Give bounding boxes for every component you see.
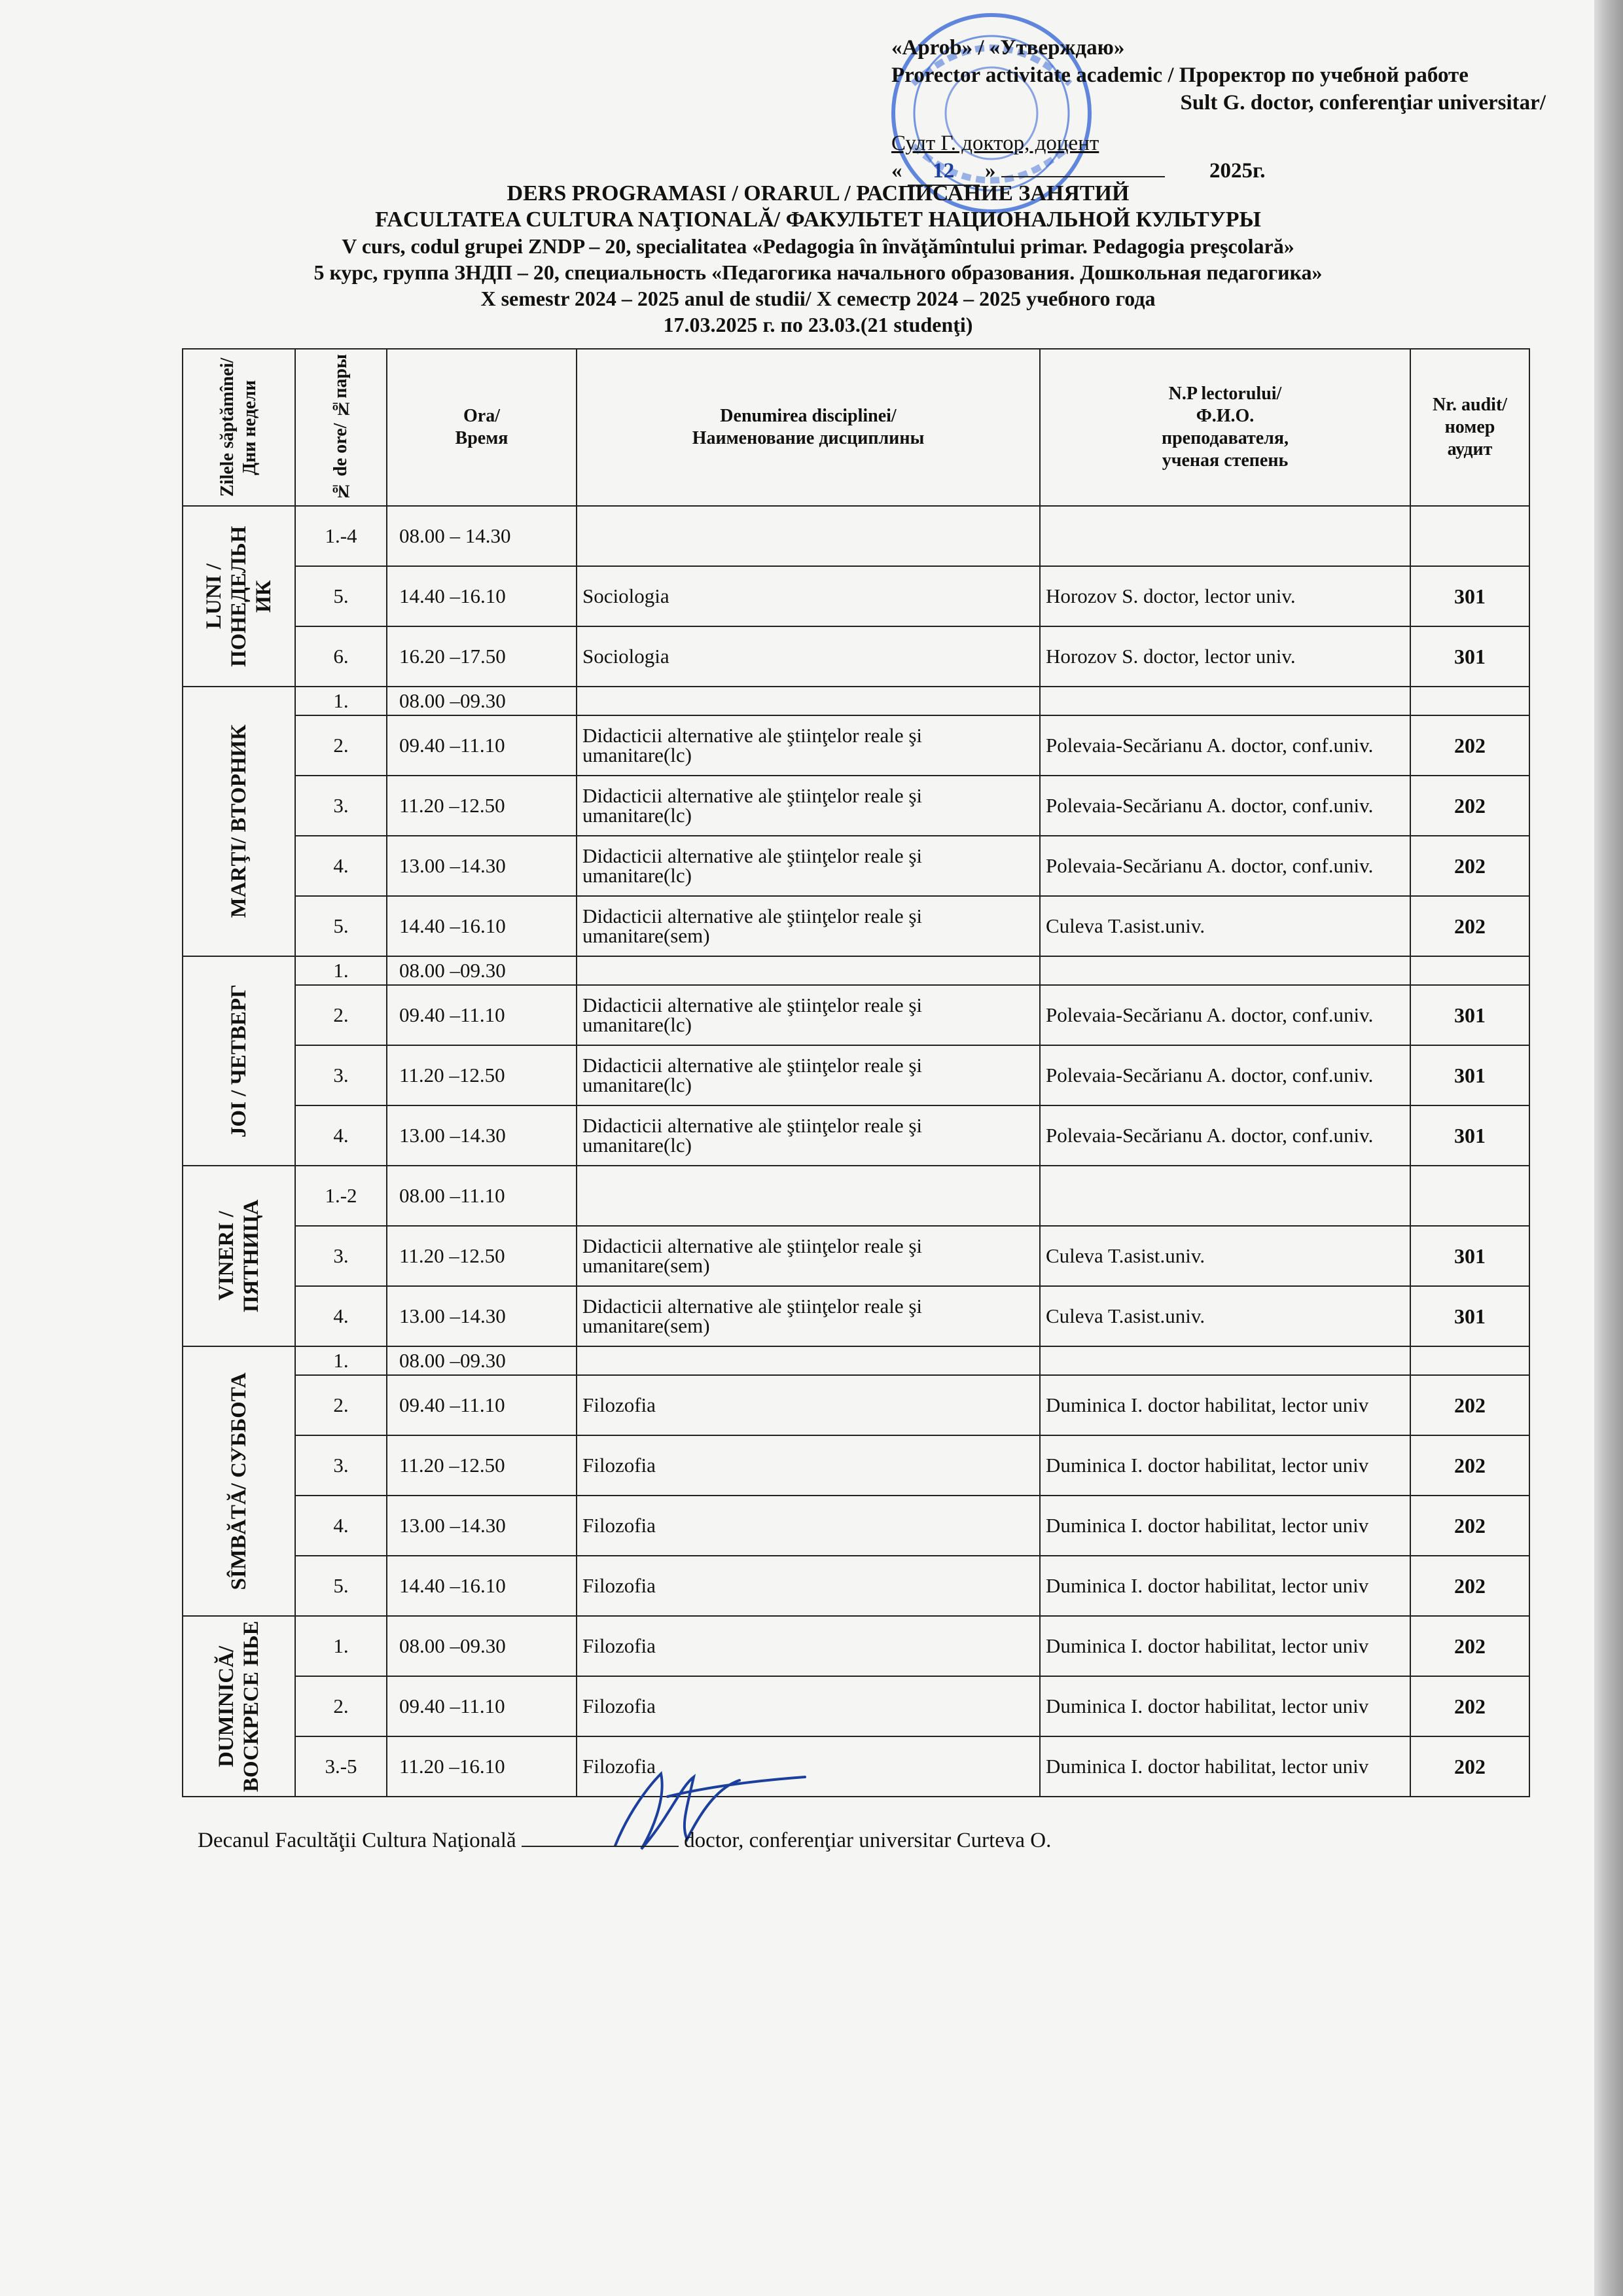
time-cell: 11.20 –12.50 [387, 1226, 577, 1286]
pair-number-cell: 3. [295, 776, 387, 836]
day-label: VINERI / ПЯТНИЦА [215, 1199, 263, 1313]
discipline-cell: Didacticii alternative ale ştiinţelor reale şi umanitare(sem) [577, 1286, 1040, 1346]
time-cell: 11.20 –12.50 [387, 776, 577, 836]
pair-number-cell: 1. [295, 956, 387, 985]
time-cell: 08.00 –09.30 [387, 1346, 577, 1375]
day-cell [183, 687, 295, 956]
room-cell: 202 [1410, 715, 1529, 776]
pair-number-cell: 4. [295, 1286, 387, 1346]
lecturer-cell: Horozov S. doctor, lector univ. [1040, 626, 1410, 687]
table-row [183, 1105, 1529, 1166]
time-cell: 09.40 –11.10 [387, 985, 577, 1045]
lecturer-cell: Polevaia-Secărianu A. doctor, conf.univ. [1040, 715, 1410, 776]
lecturer-cell: Duminica I. doctor habilitat, lector univ [1040, 1556, 1410, 1616]
discipline-cell: Didacticii alternative ale ştiinţelor reale şi umanitare(sem) [577, 896, 1040, 956]
header-lecturer: N.P lectorului/ Ф.И.О. преподавателя, ученая степень [1040, 349, 1410, 506]
time-cell: 09.40 –11.10 [387, 1375, 577, 1435]
day-label: LUNI / ПОНЕДЕЛЬН ИК [202, 526, 276, 667]
room-cell: 202 [1410, 836, 1529, 896]
time-cell: 08.00 – 14.30 [387, 506, 577, 566]
day-label: DUMINICĂ/ ВОСКРЕСЕ НЬЕ [215, 1621, 263, 1792]
time-cell: 08.00 –09.30 [387, 956, 577, 985]
room-cell [1410, 1166, 1529, 1226]
room-cell: 202 [1410, 896, 1529, 956]
period-line: 17.03.2025 г. по 23.03.(21 studenţi) [663, 313, 973, 336]
approval-block [883, 34, 1558, 186]
pair-number-cell: 4. [295, 1496, 387, 1556]
day-cell [183, 1616, 295, 1797]
pair-number-cell: 3. [295, 1045, 387, 1105]
header-discipline: Denumirea disciplinei/ Наименование дисциплины [577, 349, 1040, 506]
discipline-cell: Didacticii alternative ale ştiinţelor reale şi umanitare(sem) [577, 1226, 1040, 1286]
table-row [183, 1616, 1529, 1676]
room-cell: 202 [1410, 776, 1529, 836]
header-room: Nr. audit/ номер аудит [1410, 349, 1529, 506]
pair-number-cell: 1.-4 [295, 506, 387, 566]
discipline-cell: Sociologia [577, 626, 1040, 687]
day-label: MARŢI/ ВТОРНИК [227, 725, 251, 918]
table-header-row [183, 349, 1529, 506]
day-cell [183, 1166, 295, 1346]
time-cell: 14.40 –16.10 [387, 566, 577, 626]
header-day: Zilele săptămînei/ Дни недели [183, 349, 295, 506]
approval-line-2: Prorector activitate academic / Проректор по учебной работе [891, 63, 1469, 87]
room-cell: 202 [1410, 1736, 1529, 1797]
time-cell: 13.00 –14.30 [387, 1496, 577, 1556]
discipline-cell: Filozofia [577, 1435, 1040, 1496]
table-row [183, 1346, 1529, 1375]
time-cell: 08.00 –11.10 [387, 1166, 577, 1226]
lecturer-cell: Culeva T.asist.univ. [1040, 896, 1410, 956]
room-cell: 301 [1410, 985, 1529, 1045]
pair-number-cell: 5. [295, 896, 387, 956]
room-cell: 202 [1410, 1435, 1529, 1496]
table-row [183, 687, 1529, 715]
table-row [183, 985, 1529, 1045]
room-cell: 202 [1410, 1676, 1529, 1736]
discipline-cell: Filozofia [577, 1375, 1040, 1435]
room-cell [1410, 506, 1529, 566]
room-cell: 202 [1410, 1556, 1529, 1616]
course-line-ru: 5 курс, группа ЗНДП – 20, специальность «Педагогика начального образования. Дошкольная педагогика» [313, 260, 1323, 284]
time-cell: 08.00 –09.30 [387, 1616, 577, 1676]
table-row [183, 626, 1529, 687]
discipline-cell: Filozofia [577, 1556, 1040, 1616]
discipline-cell [577, 1346, 1040, 1375]
discipline-cell: Filozofia [577, 1616, 1040, 1676]
discipline-cell: Filozofia [577, 1676, 1040, 1736]
room-cell: 301 [1410, 1226, 1529, 1286]
room-cell: 301 [1410, 1286, 1529, 1346]
time-cell: 14.40 –16.10 [387, 1556, 577, 1616]
lecturer-cell: Polevaia-Secărianu A. doctor, conf.univ. [1040, 836, 1410, 896]
room-cell [1410, 1346, 1529, 1375]
pair-number-cell: 1. [295, 687, 387, 715]
table-row [183, 566, 1529, 626]
time-cell: 13.00 –14.30 [387, 836, 577, 896]
room-cell: 301 [1410, 1105, 1529, 1166]
table-row [183, 1286, 1529, 1346]
lecturer-cell: Duminica I. doctor habilitat, lector univ [1040, 1736, 1410, 1797]
pair-number-cell: 2. [295, 985, 387, 1045]
scan-edge [1594, 0, 1623, 2296]
lecturer-cell: Culeva T.asist.univ. [1040, 1286, 1410, 1346]
discipline-cell: Didacticii alternative ale ştiinţelor reale şi umanitare(lc) [577, 715, 1040, 776]
schedule-table [182, 348, 1530, 1797]
time-cell: 11.20 –12.50 [387, 1435, 577, 1496]
lecturer-cell: Duminica I. doctor habilitat, lector univ [1040, 1375, 1410, 1435]
time-cell: 11.20 –16.10 [387, 1736, 577, 1797]
lecturer-cell: Polevaia-Secărianu A. doctor, conf.univ. [1040, 776, 1410, 836]
discipline-cell: Filozofia [577, 1736, 1040, 1797]
table-row [183, 506, 1529, 566]
dean-name: doctor, conferenţiar universitar Curteva O. [684, 1829, 1052, 1852]
room-cell: 202 [1410, 1616, 1529, 1676]
document-heading [190, 181, 1446, 338]
discipline-cell [577, 1166, 1040, 1226]
pair-number-cell: 4. [295, 1105, 387, 1166]
table-row [183, 715, 1529, 776]
table-row [183, 776, 1529, 836]
date-year: 2025г. [1209, 159, 1266, 183]
header-pair: № de ore/ №пары [295, 349, 387, 506]
discipline-cell: Sociologia [577, 566, 1040, 626]
lecturer-cell: Polevaia-Secărianu A. doctor, conf.univ. [1040, 1105, 1410, 1166]
header-time: Ora/ Время [387, 349, 577, 506]
footer-signature-line [198, 1826, 1376, 1853]
pair-number-cell: 2. [295, 1676, 387, 1736]
pair-number-cell: 1. [295, 1616, 387, 1676]
discipline-cell: Didacticii alternative ale ştiinţelor reale şi umanitare(lc) [577, 1105, 1040, 1166]
discipline-cell [577, 956, 1040, 985]
pair-number-cell: 6. [295, 626, 387, 687]
lecturer-cell [1040, 1166, 1410, 1226]
lecturer-cell: Duminica I. doctor habilitat, lector univ [1040, 1676, 1410, 1736]
time-cell: 09.40 –11.10 [387, 715, 577, 776]
table-row [183, 1435, 1529, 1496]
day-cell [183, 506, 295, 687]
approval-line-4: Султ Г. доктор, доцент [891, 132, 1099, 155]
course-line-ro: V curs, codul grupei ZNDP – 20, specialitatea «Pedagogia în învăţămîntului primar. Pedagogia preşcolară» [342, 234, 1294, 258]
discipline-cell [577, 506, 1040, 566]
pair-number-cell: 2. [295, 1375, 387, 1435]
date-day: 12 [908, 157, 980, 186]
room-cell: 301 [1410, 626, 1529, 687]
table-row [183, 1496, 1529, 1556]
day-cell [183, 956, 295, 1166]
lecturer-cell: Duminica I. doctor habilitat, lector univ [1040, 1496, 1410, 1556]
pair-number-cell: 3.-5 [295, 1736, 387, 1797]
room-cell: 202 [1410, 1496, 1529, 1556]
lecturer-cell [1040, 956, 1410, 985]
semester-line: X semestr 2024 – 2025 anul de studii/ X семестр 2024 – 2025 учебного года [480, 287, 1156, 310]
room-cell [1410, 687, 1529, 715]
room-cell: 301 [1410, 1045, 1529, 1105]
pair-number-cell: 3. [295, 1435, 387, 1496]
lecturer-cell [1040, 506, 1410, 566]
lecturer-cell [1040, 687, 1410, 715]
table-row [183, 1375, 1529, 1435]
date-open-quote: « [891, 159, 902, 183]
pair-number-cell: 2. [295, 715, 387, 776]
title-faculty: FACULTATEA CULTURA NAŢIONALĂ/ ФАКУЛЬТЕТ НАЦИОНАЛЬНОЙ КУЛЬТУРЫ [375, 207, 1261, 232]
pair-number-cell: 1. [295, 1346, 387, 1375]
approval-line-1: «Aprob» / «Утверждаю» [891, 36, 1125, 60]
date-close-quote: » [985, 159, 996, 183]
table-row [183, 1556, 1529, 1616]
signature-line [522, 1826, 679, 1847]
lecturer-cell: Culeva T.asist.univ. [1040, 1226, 1410, 1286]
lecturer-cell: Polevaia-Secărianu A. doctor, conf.univ. [1040, 1045, 1410, 1105]
pair-number-cell: 1.-2 [295, 1166, 387, 1226]
discipline-cell: Didacticii alternative ale ştiinţelor reale şi umanitare(lc) [577, 776, 1040, 836]
discipline-cell: Didacticii alternative ale ştiinţelor reale şi umanitare(lc) [577, 1045, 1040, 1105]
time-cell: 14.40 –16.10 [387, 896, 577, 956]
time-cell: 16.20 –17.50 [387, 626, 577, 687]
pair-number-cell: 4. [295, 836, 387, 896]
dean-label: Decanul Facultăţii Cultura Naţională [198, 1829, 516, 1852]
time-cell: 13.00 –14.30 [387, 1105, 577, 1166]
discipline-cell [577, 687, 1040, 715]
table-row [183, 956, 1529, 985]
day-cell [183, 1346, 295, 1616]
table-row [183, 1676, 1529, 1736]
discipline-cell: Filozofia [577, 1496, 1040, 1556]
room-cell: 202 [1410, 1375, 1529, 1435]
lecturer-cell [1040, 1346, 1410, 1375]
discipline-cell: Didacticii alternative ale ştiinţelor reale şi umanitare(lc) [577, 985, 1040, 1045]
lecturer-cell: Duminica I. doctor habilitat, lector univ [1040, 1435, 1410, 1496]
time-cell: 08.00 –09.30 [387, 687, 577, 715]
pair-number-cell: 5. [295, 1556, 387, 1616]
time-cell: 13.00 –14.30 [387, 1286, 577, 1346]
room-cell [1410, 956, 1529, 985]
lecturer-cell: Horozov S. doctor, lector univ. [1040, 566, 1410, 626]
time-cell: 11.20 –12.50 [387, 1045, 577, 1105]
day-label: SÎMBĂTĂ/ СУББОТА [227, 1372, 251, 1590]
day-label: JOI / ЧЕТВЕРГ [227, 984, 251, 1138]
discipline-cell: Didacticii alternative ale ştiinţelor reale şi umanitare(lc) [577, 836, 1040, 896]
table-row [183, 1736, 1529, 1797]
schedule-body [183, 506, 1529, 1797]
table-row [183, 1166, 1529, 1226]
pair-number-cell: 5. [295, 566, 387, 626]
table-row [183, 1226, 1529, 1286]
lecturer-cell: Polevaia-Secărianu A. doctor, conf.univ. [1040, 985, 1410, 1045]
room-cell: 301 [1410, 566, 1529, 626]
table-row [183, 896, 1529, 956]
title-schedule: DERS PROGRAMASI / ORARUL / РАСПИСАНИЕ ЗАНЯТИЙ [507, 181, 1130, 206]
approval-line-3: Sult G. doctor, conferenţiar universitar/ [1180, 91, 1546, 115]
lecturer-cell: Duminica I. doctor habilitat, lector univ [1040, 1616, 1410, 1676]
table-row [183, 836, 1529, 896]
time-cell: 09.40 –11.10 [387, 1676, 577, 1736]
table-row [183, 1045, 1529, 1105]
pair-number-cell: 3. [295, 1226, 387, 1286]
